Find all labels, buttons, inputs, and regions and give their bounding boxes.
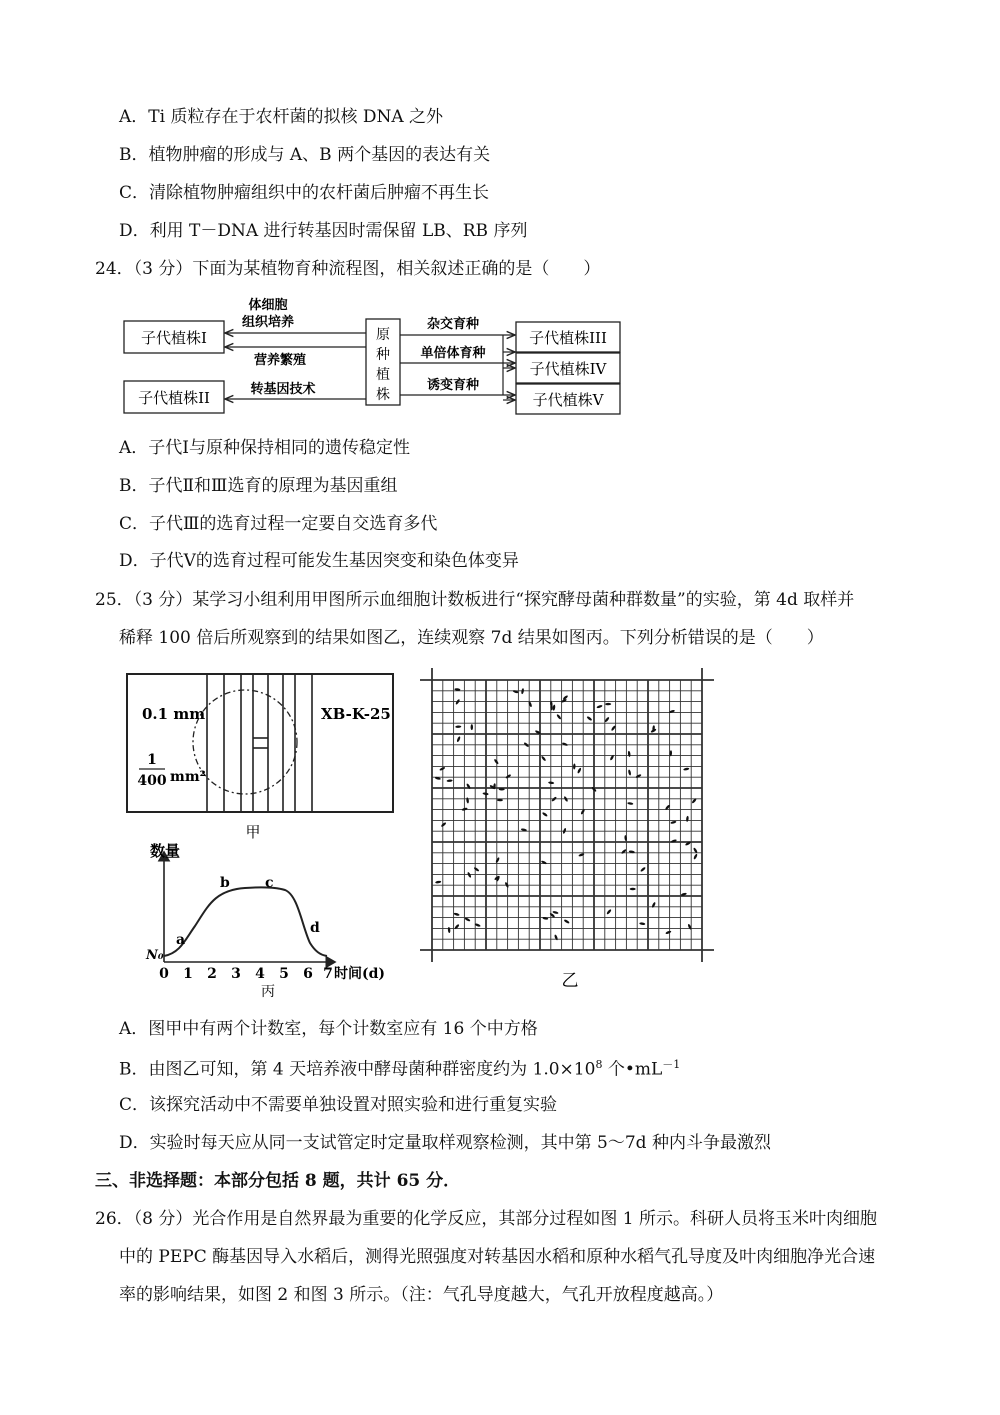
point-a: a bbox=[176, 932, 186, 948]
chamber-code: XB-K-25 bbox=[321, 705, 391, 723]
yeast-cell bbox=[455, 725, 461, 728]
q26-line1: 26．（8 分）光合作用是自然界最为重要的化学反应，其部分过程如图 1 所示。科研人员将玉米叶肉细胞 bbox=[95, 1209, 877, 1229]
yeast-cell bbox=[564, 919, 570, 924]
yeast-cell bbox=[596, 705, 602, 709]
tick-3: 3 bbox=[231, 966, 241, 982]
yeast-cell bbox=[466, 797, 469, 803]
yeast-cell bbox=[573, 763, 576, 769]
yeast-cell bbox=[456, 736, 461, 742]
label-hybrid: 杂交育种 bbox=[426, 317, 480, 332]
label-tissue-culture: 组织培养 bbox=[241, 315, 295, 330]
right-box-1-label: 子代植株III bbox=[529, 329, 607, 347]
yeast-cell bbox=[439, 766, 445, 771]
yeast-cell bbox=[495, 857, 500, 863]
q24-option-d: D．子代Ⅴ的选育过程可能发生基因突变和染色体变异 bbox=[119, 551, 519, 571]
yeast-cell bbox=[441, 822, 447, 828]
figure-yi-grid bbox=[420, 668, 720, 998]
center-char-3: 植 bbox=[376, 367, 390, 383]
caption-yi: 乙 bbox=[561, 971, 579, 991]
yeast-cell bbox=[554, 934, 558, 940]
yeast-cell bbox=[494, 758, 500, 764]
xlabel: 时间(d) bbox=[334, 966, 386, 982]
yeast-cell bbox=[605, 703, 611, 706]
section-3-heading: 三、非选择题：本部分包括 8 题，共计 65 分． bbox=[95, 1171, 461, 1191]
q23-option-a: A．Ti 质粒存在于农杆菌的拟核 DNA 之外 bbox=[119, 107, 444, 127]
point-c: c bbox=[265, 875, 274, 891]
center-char-2: 种 bbox=[376, 347, 390, 363]
tick-1: 1 bbox=[183, 966, 193, 982]
q25-stem-line1: 25．（3 分）某学习小组利用甲图所示血细胞计数板进行“探究酵母菌种群数量”的实验，第 4d 取样并 bbox=[95, 590, 855, 610]
yeast-cell bbox=[628, 751, 631, 757]
yeast-cell bbox=[541, 860, 547, 865]
left-box-1-label: 子代植株I bbox=[141, 329, 207, 347]
q26-line2: 中的 PEPC 酶基因导入水稻后，测得光照强度对转基因水稻和原种水稻气孔导度及叶肉细胞净光合速 bbox=[119, 1247, 876, 1267]
label-mutation: 诱变育种 bbox=[426, 378, 480, 393]
chamber-depth-label: 0.1 mm bbox=[142, 705, 206, 723]
label-transgenic: 转基因技术 bbox=[250, 382, 316, 397]
q25-option-d: D．实验时每天应从同一支试管定时定量取样观察检测，其中第 5～7d 种内斗争最激烈 bbox=[119, 1133, 771, 1153]
yeast-cell bbox=[541, 755, 547, 761]
yeast-cell bbox=[453, 912, 459, 916]
center-char-4: 株 bbox=[376, 387, 390, 403]
yeast-cell bbox=[542, 917, 548, 921]
yeast-cell bbox=[473, 867, 479, 872]
tick-6: 6 bbox=[303, 966, 313, 982]
q25-option-b: B．由图乙可知，第 4 天培养液中酵母菌种群密度约为 $1.0\times 10^8$ 个$•mL^{-1}$ bbox=[119, 1058, 681, 1080]
yeast-cell bbox=[577, 767, 582, 773]
yeast-cell bbox=[542, 812, 548, 817]
q24-option-c: C．子代Ⅲ的选育过程一定要自交选育多代 bbox=[119, 514, 438, 534]
yeast-cell bbox=[628, 769, 632, 775]
yeast-cell bbox=[467, 872, 472, 878]
yeast-cell bbox=[562, 742, 568, 747]
tick-7: 7 bbox=[323, 966, 333, 982]
area-fraction-num: 1 bbox=[147, 752, 157, 768]
label-haploid: 单倍体育种 bbox=[420, 346, 486, 361]
yeast-cell bbox=[683, 767, 689, 771]
q25-option-c: C．该探究活动中不需要单独设置对照实验和进行重复实验 bbox=[119, 1095, 558, 1115]
yeast-cell bbox=[686, 816, 689, 822]
label-vegetative: 营养繁殖 bbox=[253, 353, 307, 368]
q23-option-c: C．清除植物肿瘤组织中的农杆菌后肿瘤不再生长 bbox=[119, 183, 490, 203]
yeast-cell bbox=[670, 820, 676, 824]
right-box-3-label: 子代植株V bbox=[532, 391, 604, 409]
yeast-cell bbox=[552, 704, 555, 710]
q23-option-b: B．植物肿瘤的形成与 A、B 两个基因的表达有关 bbox=[119, 145, 491, 165]
ylabel: 数量 bbox=[150, 842, 181, 860]
figure-jia-counting-chamber bbox=[125, 672, 397, 842]
yeast-cell bbox=[521, 688, 524, 694]
yeast-cell bbox=[435, 880, 441, 883]
yeast-cell bbox=[448, 927, 451, 933]
point-d: d bbox=[310, 920, 320, 936]
tick-0: 0 bbox=[159, 966, 169, 982]
q24-option-a: A．子代Ⅰ与原种保持相同的遗传稳定性 bbox=[119, 438, 410, 458]
yeast-cell bbox=[693, 853, 698, 859]
yeast-cell bbox=[639, 922, 645, 925]
yeast-cell bbox=[578, 853, 584, 857]
yeast-cell bbox=[471, 724, 473, 730]
yeast-cell bbox=[482, 792, 488, 795]
breeding-flow-diagram bbox=[118, 295, 628, 420]
yeast-cell bbox=[640, 867, 646, 873]
q24-stem: 24．（3 分）下面为某植物育种流程图，相关叙述正确的是（ ） bbox=[95, 259, 601, 279]
n0-label: N₀ bbox=[146, 948, 164, 963]
yeast-cell bbox=[548, 781, 554, 784]
left-box-2-label: 子代植株II bbox=[138, 389, 210, 407]
yeast-cell bbox=[630, 888, 636, 890]
yeast-cell bbox=[586, 716, 592, 722]
yeast-cell bbox=[627, 802, 633, 805]
tick-4: 4 bbox=[255, 966, 265, 982]
yeast-cell bbox=[552, 911, 558, 915]
area-unit: mm² bbox=[170, 769, 206, 785]
area-fraction-den: 400 bbox=[137, 773, 167, 789]
q25-option-a: A．图甲中有两个计数室，每个计数室应有 16 个中方格 bbox=[119, 1019, 538, 1039]
growth-curve bbox=[164, 887, 327, 956]
point-b: b bbox=[220, 875, 230, 891]
yeast-cell bbox=[635, 774, 641, 779]
q26-line3: 率的影响结果，如图 2 和图 3 所示。（注：气孔导度越大，气孔开放程度越高。） bbox=[119, 1285, 724, 1305]
center-char-1: 原 bbox=[376, 327, 390, 343]
yeast-cell bbox=[665, 930, 671, 934]
yeast-cell bbox=[505, 774, 511, 779]
tick-5: 5 bbox=[279, 966, 289, 982]
q25-stem-line2: 稀释 100 倍后所观察到的结果如图乙，连续观察 7d 结果如图丙。下列分析错误的是（ ） bbox=[119, 628, 824, 648]
q23-option-d: D．利用 T－DNA 进行转基因时需保留 LB、RB 序列 bbox=[119, 221, 528, 241]
q24-option-b: B．子代Ⅱ和Ⅲ选育的原理为基因重组 bbox=[119, 476, 398, 496]
caption-jia: 甲 bbox=[245, 823, 261, 841]
figure-bing-growth-curve bbox=[140, 838, 410, 1003]
yeast-cell bbox=[621, 849, 627, 855]
tick-2: 2 bbox=[207, 966, 217, 982]
yeast-cell bbox=[556, 714, 562, 720]
yeast-cell bbox=[606, 909, 612, 915]
caption-bing: 丙 bbox=[261, 984, 275, 1000]
right-box-2-label: 子代植株IV bbox=[529, 360, 607, 378]
yeast-cell bbox=[446, 779, 452, 782]
label-somatic: 体细胞 bbox=[248, 298, 288, 313]
